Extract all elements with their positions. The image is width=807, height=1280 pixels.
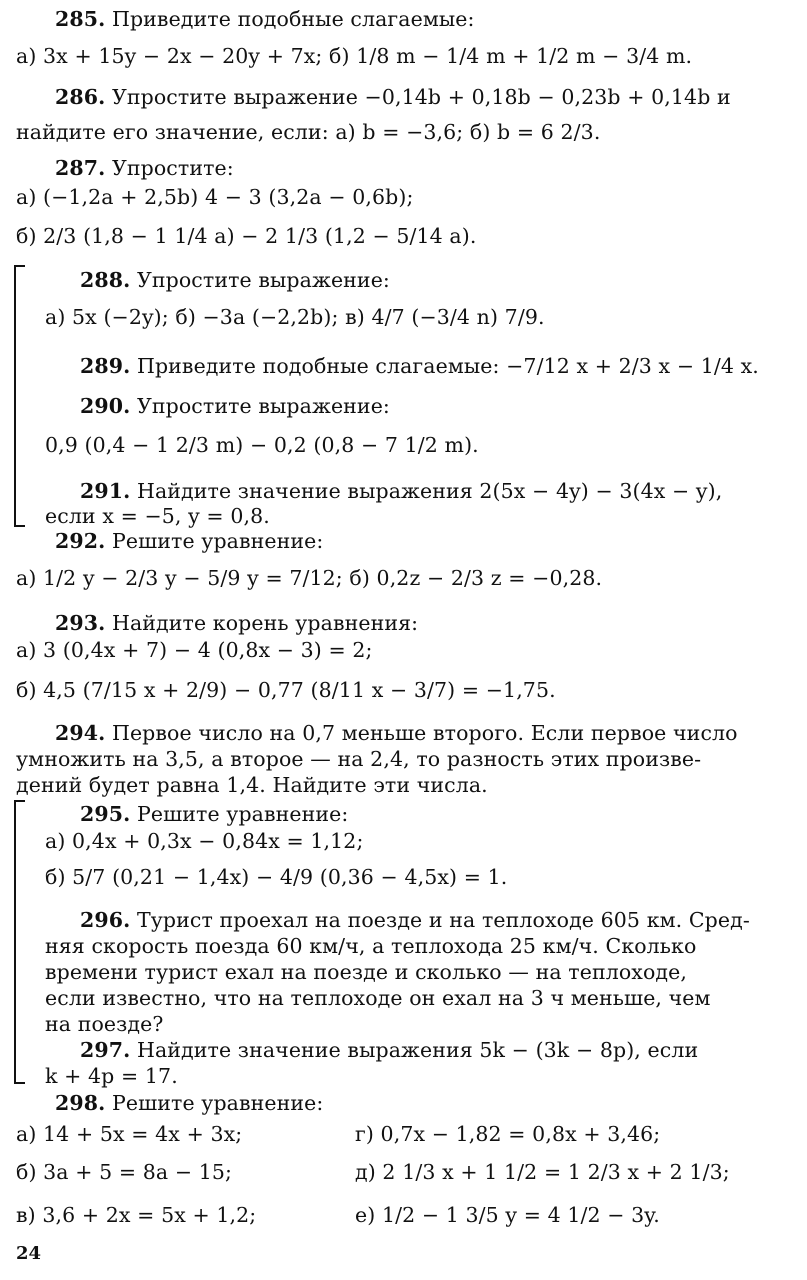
exercise-number: 285.	[55, 7, 106, 31]
exercise-text: Приведите подобные слагаемые: −7/12 x + 2/3 x − 1/4 x.	[130, 354, 759, 378]
group-bracket	[14, 265, 25, 527]
exercise-number: 297.	[80, 1038, 131, 1062]
exercise-heading	[55, 6, 475, 32]
exercise-text: Турист проехал на поезде и на теплоходе 605 км. Сред-	[130, 908, 750, 932]
page-number: 24	[16, 1243, 42, 1264]
exercise-line	[355, 1121, 660, 1147]
exercise-line	[16, 43, 692, 69]
exercise-number: 294.	[55, 721, 106, 745]
exercise-text: Найдите значение выражения 5k − (3k − 8p), если	[130, 1038, 699, 1062]
exercise-line	[16, 565, 602, 591]
exercise-text: k + 4p = 17.	[45, 1064, 178, 1088]
exercise-heading	[55, 155, 234, 181]
exercise-text: а) 1/2 y − 2/3 y − 5/9 y = 7/12; б) 0,2z − 2/3 z = −0,28.	[16, 566, 603, 590]
exercise-text: Приведите подобные слагаемые:	[105, 7, 475, 31]
exercise-text: Упростите выражение:	[130, 268, 390, 292]
exercise-text: а) 0,4x + 0,3x − 0,84x = 1,12;	[45, 829, 364, 853]
exercise-line	[16, 637, 373, 663]
exercise-text: Упростите:	[105, 156, 234, 180]
exercise-line	[355, 1159, 730, 1185]
exercise-text: если x = −5, y = 0,8.	[45, 504, 270, 528]
group-bracket	[14, 800, 25, 1084]
exercise-text: Найдите корень уравнения:	[105, 611, 419, 635]
exercise-text: е) 1/2 − 1 3/5 y = 4 1/2 − 3y.	[355, 1203, 660, 1227]
exercise-number: 289.	[80, 354, 131, 378]
exercise-heading	[80, 1037, 698, 1063]
exercise-line	[45, 985, 711, 1011]
exercise-text: г) 0,7x − 1,82 = 0,8x + 3,46;	[355, 1122, 661, 1146]
exercise-line	[45, 1063, 178, 1089]
exercise-number: 298.	[55, 1091, 106, 1115]
exercise-number: 287.	[55, 156, 106, 180]
exercise-number: 296.	[80, 908, 131, 932]
exercise-heading	[80, 393, 390, 419]
exercise-text: а) 3 (0,4x + 7) − 4 (0,8x − 3) = 2;	[16, 638, 373, 662]
exercise-heading	[55, 1090, 323, 1116]
exercise-heading	[55, 528, 323, 554]
exercise-text: Первое число на 0,7 меньше второго. Если первое число	[105, 721, 738, 745]
exercise-heading	[55, 610, 418, 636]
exercise-number: 290.	[80, 394, 131, 418]
exercise-line	[45, 503, 270, 529]
exercise-heading	[80, 907, 750, 933]
exercise-line	[16, 677, 556, 703]
exercise-text: б) 2/3 (1,8 − 1 1/4 a) − 2 1/3 (1,2 − 5/14 a).	[16, 224, 477, 248]
exercise-line	[16, 746, 701, 772]
exercise-line	[355, 1202, 660, 1228]
exercise-text: Решите уравнение:	[105, 529, 324, 553]
exercise-text: дений будет равна 1,4. Найдите эти числа.	[16, 773, 488, 797]
exercise-text: найдите его значение, если: а) b = −3,6; б) b = 6 2/3.	[16, 120, 601, 144]
exercise-text: б) 3a + 5 = 8a − 15;	[16, 1160, 233, 1184]
exercise-line	[45, 432, 479, 458]
exercise-text: Упростите выражение −0,14b + 0,18b − 0,23b + 0,14b и	[105, 85, 731, 109]
exercise-heading	[80, 353, 759, 379]
exercise-text: б) 4,5 (7/15 x + 2/9) − 0,77 (8/11 x − 3/7) = −1,75.	[16, 678, 556, 702]
exercise-line	[45, 1011, 163, 1037]
exercise-text: если известно, что на теплоходе он ехал на 3 ч меньше, чем	[45, 986, 711, 1010]
exercise-text: 0,9 (0,4 − 1 2/3 m) − 0,2 (0,8 − 7 1/2 m).	[45, 433, 479, 457]
exercise-text: Решите уравнение:	[105, 1091, 324, 1115]
exercise-line	[16, 223, 476, 249]
exercise-number: 291.	[80, 479, 131, 503]
exercise-text: Решите уравнение:	[130, 802, 349, 826]
exercise-text: а) 5x (−2y); б) −3a (−2,2b); в) 4/7 (−3/4 n) 7/9.	[45, 305, 545, 329]
exercise-text: времени турист ехал на поезде и сколько — на теплоходе,	[45, 960, 687, 984]
exercise-text: а) (−1,2a + 2,5b) 4 − 3 (3,2a − 0,6b);	[16, 185, 414, 209]
exercise-heading	[80, 478, 722, 504]
exercise-text: Упростите выражение:	[130, 394, 390, 418]
exercise-line	[16, 1121, 242, 1147]
exercise-number: 288.	[80, 268, 131, 292]
exercise-text: Найдите значение выражения 2(5x − 4y) − 3(4x − y),	[130, 479, 723, 503]
exercise-heading	[80, 267, 390, 293]
exercise-text: а) 14 + 5x = 4x + 3x;	[16, 1122, 243, 1146]
exercise-text: на поезде?	[45, 1012, 164, 1036]
exercise-heading	[55, 84, 731, 110]
exercise-line	[45, 828, 363, 854]
exercise-number: 286.	[55, 85, 106, 109]
exercise-line	[45, 304, 545, 330]
exercise-text: умножить на 3,5, а второе — на 2,4, то разность этих произве-	[16, 747, 702, 771]
exercise-line	[16, 1202, 256, 1228]
exercise-number: 292.	[55, 529, 106, 553]
exercise-heading	[55, 720, 738, 746]
exercise-line	[16, 119, 600, 145]
exercise-line	[45, 959, 687, 985]
exercise-heading	[80, 801, 348, 827]
exercise-text: д) 2 1/3 x + 1 1/2 = 1 2/3 x + 2 1/3;	[355, 1160, 730, 1184]
exercise-text: няя скорость поезда 60 км/ч, а теплохода 25 км/ч. Сколько	[45, 934, 697, 958]
exercise-text: в) 3,6 + 2x = 5x + 1,2;	[16, 1203, 257, 1227]
exercise-number: 293.	[55, 611, 106, 635]
exercise-line	[16, 772, 488, 798]
exercise-text: а) 3x + 15y − 2x − 20y + 7x; б) 1/8 m − 1/4 m + 1/2 m − 3/4 m.	[16, 44, 693, 68]
exercise-number: 295.	[80, 802, 131, 826]
exercise-line	[45, 864, 507, 890]
exercise-line	[16, 184, 413, 210]
exercise-text: б) 5/7 (0,21 − 1,4x) − 4/9 (0,36 − 4,5x) = 1.	[45, 865, 508, 889]
exercise-line	[16, 1159, 232, 1185]
exercise-line	[45, 933, 696, 959]
